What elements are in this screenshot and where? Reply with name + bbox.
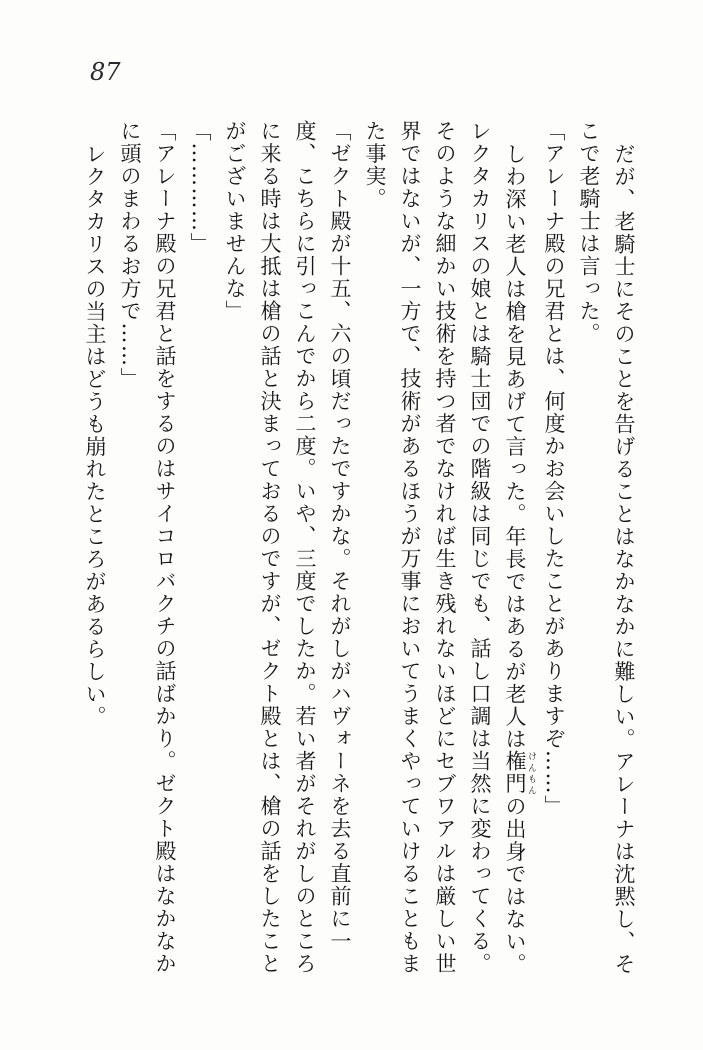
paragraph: しわ深い老人は槍を見あげて言った。年長ではあるが老人は権門 けんもんの出身ではない。レクタカリスの娘とは騎士団での階級は同じでも、話し口調は当然に変わってくる。そのような細かい技術を持つ者でなければ生き残れないほどにセブワアルは厳しい世界ではないが、一方で、技術があるほうが万事においてうまくやっていけることもまた事実。: [363, 120, 536, 975]
paragraph: レクタカリスの当主はどうも崩れたところがあるらしい。: [83, 142, 107, 728]
page-number: 87: [90, 58, 121, 86]
paragraph: 「…………」: [188, 120, 212, 255]
paragraph: 「アレーナ殿の兄君とは、何度かお会いしたことがありますぞ……」: [542, 120, 566, 818]
furigana: けんもん: [526, 750, 536, 795]
ruby-annotated-word: 権門 けんもん: [503, 750, 536, 795]
paragraph: 「ゼクト殿が十五、六の頃だったですかな。それがしがハヴォーネを去る直前に一度、こちらに引っこんでから二度。いや、三度でしたか。若い者がそれがしのところに来る時は大抵は槍の話と決まっておるのですが、ゼクト殿とは、槍の話をしたことがございませんな」: [223, 120, 352, 975]
paragraph: だが、老騎士にそのことを告げることはなかなかに難しい。アレーナは沈黙し、そこで老騎士は言った。: [577, 120, 636, 975]
paragraph: 「アレーナ殿の兄君と話をするのはサイコロバクチの話ばかり。ゼクト殿はなかなかに頭のまわるお方で……」: [118, 120, 177, 975]
page-text: [81, 120, 641, 980]
